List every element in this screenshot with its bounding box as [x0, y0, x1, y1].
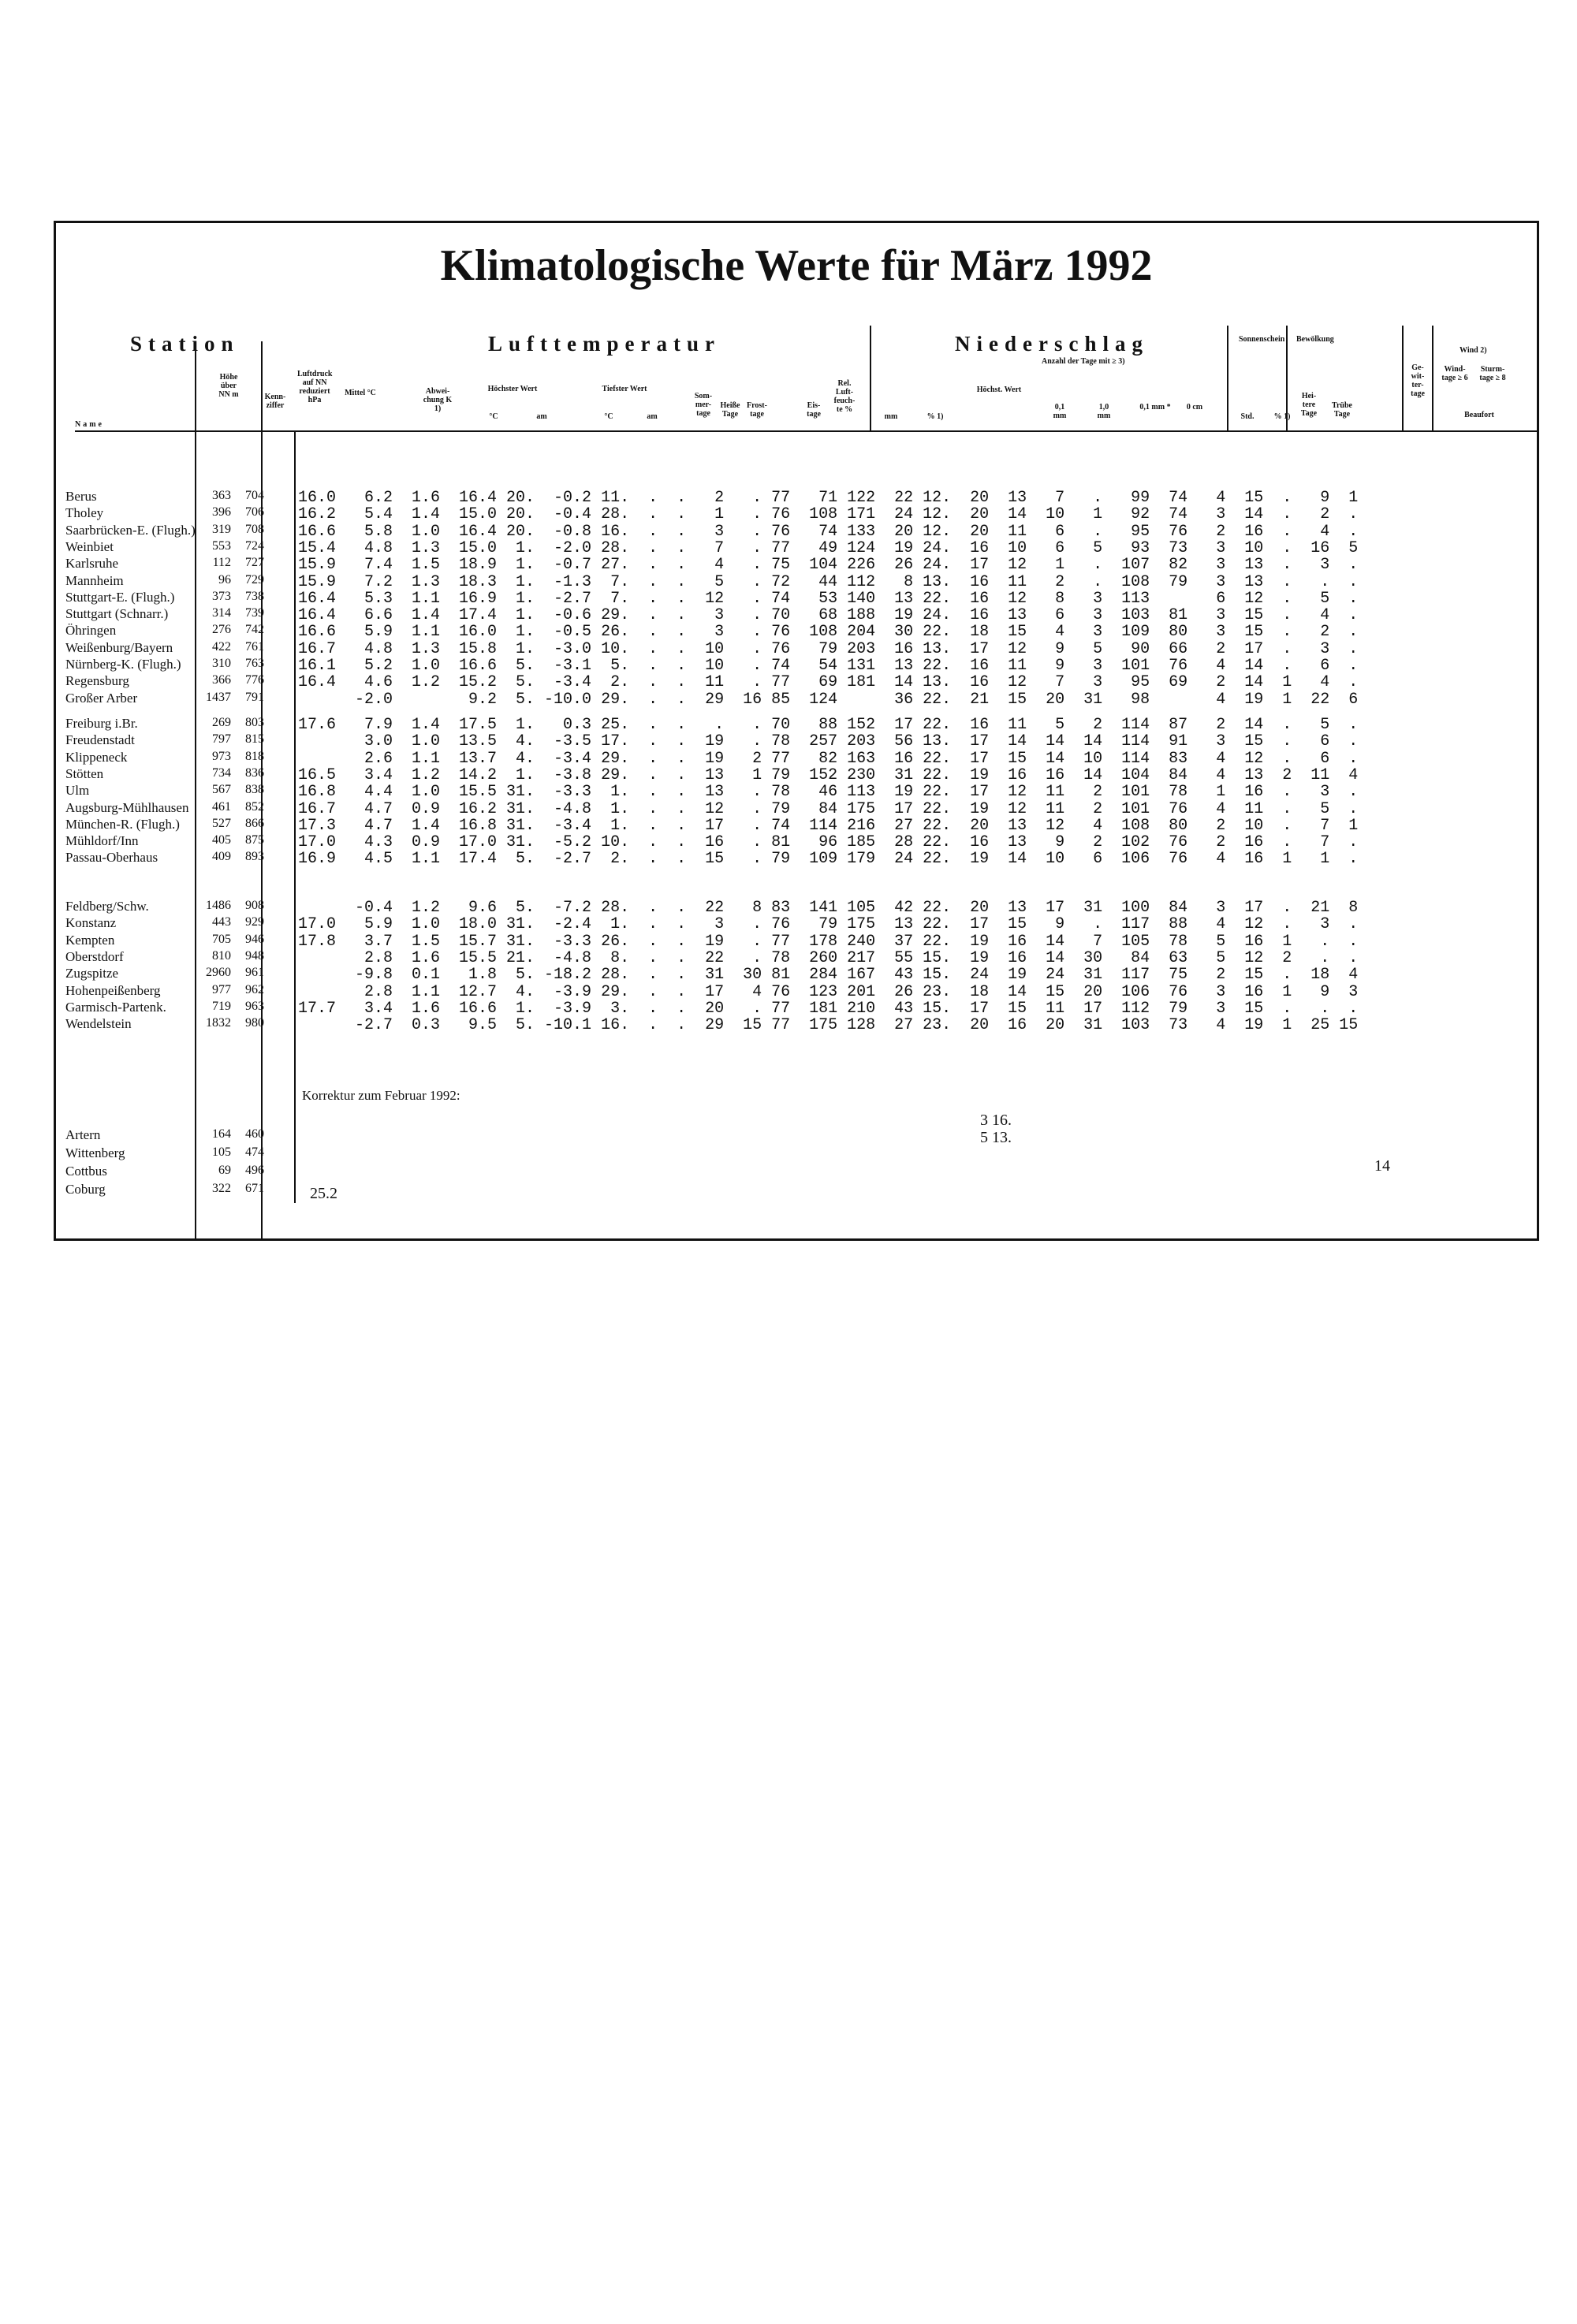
station-name: Augsburg-Mühlhausen — [65, 799, 189, 815]
station-name: Stötten — [65, 765, 104, 781]
page-title: Klimatologische Werte für März 1992 — [440, 241, 1153, 290]
station-kennziffer: 724 — [245, 538, 264, 553]
station-values: 16.7 4.8 1.3 15.8 1. -3.0 10. . . 10 . 76 79 203 16 13. 17 12 9 5 90 66 2 17 . 3 . — [298, 639, 1359, 658]
header-eistage: Eis-tage — [807, 401, 821, 419]
station-name: Ulm — [65, 783, 90, 799]
station-kennziffer: 852 — [245, 799, 264, 814]
station-hoehe: 1832 — [206, 1016, 231, 1030]
station-kennziffer: 908 — [245, 899, 264, 912]
station-hoehe: 310 — [212, 657, 231, 670]
header-schnee-0cm: 0 cm — [1186, 403, 1203, 412]
station-name: Konstanz — [65, 915, 117, 931]
header-hoechster-wert: Höchster Wert — [487, 385, 538, 393]
col-divider — [1227, 326, 1228, 430]
station-kennziffer: 948 — [245, 948, 264, 963]
station-kennziffer: 962 — [245, 982, 264, 996]
station-kennziffer: 836 — [245, 765, 264, 780]
header-station: Station — [130, 332, 240, 356]
header-sturmtage: Sturm-tage ≥ 8 — [1479, 365, 1506, 382]
header-wind: Wind 2) — [1460, 346, 1487, 355]
station-kennziffer: 742 — [245, 623, 264, 637]
station-values: 17.0 4.3 0.9 17.0 31. -5.2 10. . . 16 . 81 96 185 28 22. 16 13 9 2 102 76 2 16 . 7 . — [298, 833, 1359, 852]
station-kennziffer: 815 — [245, 732, 264, 747]
station-kennziffer: 980 — [245, 1016, 264, 1030]
header-beaufort: Beaufort — [1464, 411, 1494, 419]
station-hoehe: 96 — [218, 572, 231, 587]
header-niederschlag: Niederschlag — [955, 332, 1149, 356]
station-hoehe: 319 — [212, 522, 231, 536]
header-abweichung: Abwei-chung K 1) — [423, 387, 453, 413]
station-hoehe: 443 — [212, 915, 231, 929]
station-hoehe: 363 — [212, 489, 231, 502]
station-hoehe: 396 — [212, 505, 231, 520]
station-kennziffer: 946 — [245, 932, 264, 946]
korrektur-value: 14 — [1374, 1157, 1390, 1175]
header-p01: 0,1 mm — [1053, 403, 1067, 420]
station-hoehe: 69 — [218, 1164, 231, 1177]
header-std: Std. — [1240, 412, 1255, 421]
station-kennziffer: 929 — [245, 915, 264, 929]
station-name: Berus — [65, 489, 97, 504]
station-values: 16.1 5.2 1.0 16.6 5. -3.1 5. . . 10 . 74 54 131 13 22. 16 11 9 3 101 76 4 14 . 6 . — [298, 657, 1359, 675]
station-values: -2.0 9.2 5. -10.0 29. . . 29 16 85 124 36 22. 21 15 20 31 98 4 19 1 22 6 — [298, 690, 1359, 709]
station-values: 16.6 5.8 1.0 16.4 20. -0.8 16. . . 3 . 76 74 133 20 12. 20 11 6 . 95 76 2 16 . 4 . — [298, 522, 1359, 541]
station-hoehe: 422 — [212, 639, 231, 654]
station-values: 16.8 4.4 1.0 15.5 31. -3.3 1. . . 13 . 78 46 113 19 22. 17 12 11 2 101 78 1 16 . 3 . — [298, 783, 1359, 802]
station-kennziffer: 866 — [245, 816, 264, 830]
station-name: Oberstdorf — [65, 948, 124, 964]
station-values: 16.4 4.6 1.2 15.2 5. -3.4 2. . . 11 . 77 69 181 14 13. 16 12 7 3 95 69 2 14 1 4 . — [298, 673, 1359, 692]
station-hoehe: 409 — [212, 850, 231, 864]
station-hoehe: 734 — [212, 765, 231, 780]
header-kennziffer: Kenn-ziffer — [264, 393, 286, 410]
station-values: 2.8 1.1 12.7 4. -3.9 29. . . 17 4 76 123 201 26 23. 18 14 15 20 106 76 3 16 1 9 3 — [298, 982, 1359, 1001]
station-hoehe: 269 — [212, 716, 231, 729]
station-name: Hohenpeißenberg — [65, 982, 161, 998]
station-name: Passau-Oberhaus — [65, 850, 158, 866]
station-values: 17.7 3.4 1.6 16.6 1. -3.9 3. . . 20 . 77 181 210 43 15. 17 15 11 17 112 79 3 15 . . . — [298, 999, 1359, 1018]
station-name: Kempten — [65, 932, 115, 948]
station-name: Stuttgart (Schnarr.) — [65, 606, 169, 622]
header-tiefster-am: am — [647, 412, 658, 421]
station-values: -0.4 1.2 9.6 5. -7.2 28. . . 22 8 83 141 105 42 22. 20 13 17 31 100 84 3 17 . 21 8 — [298, 899, 1359, 917]
header-hoehe: Höhe über NN m — [218, 373, 239, 399]
station-hoehe: 276 — [212, 623, 231, 637]
station-name: Karlsruhe — [65, 556, 119, 572]
header-sommertage: Som-mer-tage — [694, 392, 713, 418]
header-p10: 1,0 mm — [1097, 403, 1111, 420]
station-kennziffer: 496 — [245, 1164, 264, 1177]
station-name: Zugspitze — [65, 966, 119, 981]
station-hoehe: 461 — [212, 799, 231, 814]
header-name: Name — [75, 420, 104, 429]
station-name: Tholey — [65, 505, 104, 521]
station-kennziffer: 460 — [245, 1127, 264, 1141]
station-kennziffer: 763 — [245, 657, 264, 670]
station-values: 16.9 4.5 1.1 17.4 5. -2.7 2. . . 15 . 79 109 179 24 22. 19 14 10 6 106 76 4 16 1 1 . — [298, 850, 1359, 869]
header-lufttemperatur: Lufttemperatur — [488, 332, 721, 356]
station-kennziffer: 776 — [245, 673, 264, 687]
station-values: -9.8 0.1 1.8 5. -18.2 28. . . 31 30 81 284 167 43 15. 24 19 24 31 117 75 2 15 . 18 4 — [298, 966, 1359, 985]
station-hoehe: 105 — [212, 1145, 231, 1159]
station-values: 17.6 7.9 1.4 17.5 1. 0.3 25. . . . . 70 88 152 17 22. 16 11 5 2 114 87 2 14 . 5 . — [298, 716, 1359, 734]
station-name: Garmisch-Partenk. — [65, 999, 166, 1015]
korrektur-label: Korrektur zum Februar 1992: — [302, 1088, 460, 1103]
station-hoehe: 1437 — [206, 690, 231, 704]
station-kennziffer: 791 — [245, 690, 264, 704]
station-kennziffer: 708 — [245, 522, 264, 536]
station-kennziffer: 803 — [245, 716, 264, 729]
station-values: 16.4 6.6 1.4 17.4 1. -0.6 29. . . 3 . 70 68 188 19 24. 16 13 6 3 103 81 3 15 . 4 . — [298, 606, 1359, 625]
station-kennziffer: 704 — [245, 489, 264, 502]
station-name: Mühldorf/Inn — [65, 833, 139, 849]
station-name: Coburg — [65, 1182, 106, 1197]
station-kennziffer: 818 — [245, 749, 264, 763]
station-hoehe: 527 — [212, 816, 231, 830]
station-name: Freudenstadt — [65, 732, 135, 748]
header-sonnenschein: Sonnenschein — [1239, 335, 1285, 344]
station-hoehe: 1486 — [206, 899, 231, 912]
station-name: Weißenburg/Bayern — [65, 639, 173, 655]
station-hoehe: 112 — [212, 556, 231, 570]
station-values: 16.5 3.4 1.2 14.2 1. -3.8 29. . . 13 1 79 152 230 31 22. 19 16 16 14 104 84 4 13 2 11 4 — [298, 765, 1359, 784]
station-values: 2.8 1.6 15.5 21. -4.8 8. . . 22 . 78 260 217 55 15. 19 16 14 30 84 63 5 12 2 . . — [298, 948, 1359, 967]
station-name: Saarbrücken-E. (Flugh.) — [65, 522, 196, 538]
station-hoehe: 322 — [212, 1182, 231, 1195]
header-rel-feuchte: Rel. Luft-feuch-te % — [833, 379, 856, 414]
header-truebe-tage: Trübe Tage — [1332, 401, 1352, 419]
header-hoechst-wert: Höchst. Wert — [976, 385, 1022, 394]
header-hoechster-am: am — [536, 412, 547, 421]
station-hoehe: 164 — [212, 1127, 231, 1141]
station-values: 17.3 4.7 1.4 16.8 31. -3.4 1. . . 17 . 74 114 216 27 22. 20 13 12 4 108 80 2 10 . 7 1 — [298, 816, 1359, 835]
station-kennziffer: 875 — [245, 833, 264, 847]
station-kennziffer: 671 — [245, 1182, 264, 1195]
header-frosttage: Frost-tage — [747, 401, 767, 419]
korrektur-value: 3 16. — [980, 1112, 1012, 1129]
station-hoehe: 977 — [212, 982, 231, 996]
station-kennziffer: 729 — [245, 572, 264, 587]
station-hoehe: 705 — [212, 932, 231, 946]
header-prozent: % 1) — [926, 412, 944, 421]
station-name: Weinbiet — [65, 538, 114, 554]
station-kennziffer: 739 — [245, 606, 264, 620]
station-hoehe: 366 — [212, 673, 231, 687]
header-hoechster-grad: °C — [489, 412, 498, 421]
header-sonne-prozent: % 1) — [1273, 412, 1291, 421]
station-values: 17.0 5.9 1.0 18.0 31. -2.4 1. . . 3 . 76 79 175 13 22. 17 15 9 . 117 88 4 12 . 3 . — [298, 915, 1359, 934]
header-anzahl-tage: Anzahl der Tage mit ≥ 3) — [1042, 357, 1125, 366]
header-tiefster-wert: Tiefster Wert — [602, 385, 647, 393]
station-name: Mannheim — [65, 572, 124, 588]
header-schnee-01: 0,1 mm * — [1139, 403, 1171, 412]
station-hoehe: 373 — [212, 589, 231, 603]
station-kennziffer: 893 — [245, 850, 264, 864]
header-windtage: Wind-tage ≥ 6 — [1441, 365, 1468, 382]
station-kennziffer: 474 — [245, 1145, 264, 1159]
station-name: Großer Arber — [65, 690, 138, 706]
station-hoehe: 2960 — [206, 966, 231, 980]
header-gewittertage: Ge-wit-ter-tage — [1411, 363, 1425, 398]
col-divider — [870, 326, 871, 430]
station-hoehe: 797 — [212, 732, 231, 747]
station-values: 16.7 4.7 0.9 16.2 31. -4.8 1. . . 12 . 79 84 175 17 22. 19 12 11 2 101 76 4 11 . 5 . — [298, 799, 1359, 818]
station-name: Freiburg i.Br. — [65, 716, 138, 731]
station-values: 15.9 7.4 1.5 18.9 1. -0.7 27. . . 4 . 75 104 226 26 24. 17 12 1 . 107 82 3 13 . 3 . — [298, 556, 1359, 575]
station-values: 16.6 5.9 1.1 16.0 1. -0.5 26. . . 3 . 76 108 204 30 22. 18 15 4 3 109 80 3 15 . 2 . — [298, 623, 1359, 642]
header-heitere-tage: Hei-tere Tage — [1300, 392, 1318, 418]
header-luftdruck: Luftdruck auf NN reduziert hPa — [297, 370, 333, 404]
station-hoehe: 719 — [212, 999, 231, 1013]
station-name: Wittenberg — [65, 1145, 125, 1160]
station-name: Feldberg/Schw. — [65, 899, 149, 914]
station-name: Regensburg — [65, 673, 129, 689]
station-name: München-R. (Flugh.) — [65, 816, 180, 832]
climate-table-frame — [54, 221, 1539, 1241]
station-hoehe: 405 — [212, 833, 231, 847]
header-mm: mm — [884, 412, 898, 421]
station-hoehe: 314 — [212, 606, 231, 620]
station-values: -2.7 0.3 9.5 5. -10.1 16. . . 29 15 77 175 128 27 23. 20 16 20 31 103 73 4 19 1 25 15 — [298, 1016, 1359, 1035]
station-name: Klippeneck — [65, 749, 128, 765]
station-kennziffer: 706 — [245, 505, 264, 520]
station-kennziffer: 961 — [245, 966, 264, 980]
header-bewoelkung: Bewölkung — [1296, 335, 1334, 344]
station-kennziffer: 727 — [245, 556, 264, 570]
station-name: Cottbus — [65, 1164, 107, 1179]
station-name: Öhringen — [65, 623, 117, 639]
station-values: 15.9 7.2 1.3 18.3 1. -1.3 7. . . 5 . 72 44 112 8 13. 16 11 2 . 108 79 3 13 . . . — [298, 572, 1359, 591]
station-hoehe: 553 — [212, 538, 231, 553]
station-values: 16.2 5.4 1.4 15.0 20. -0.4 28. . . 1 . 76 108 171 24 12. 20 14 10 1 92 74 3 14 . 2 . — [298, 505, 1359, 524]
station-values: 15.4 4.8 1.3 15.0 1. -2.0 28. . . 7 . 77 49 124 19 24. 16 10 6 5 93 73 3 10 . 16 5 — [298, 538, 1359, 557]
col-divider — [1402, 326, 1404, 430]
col-divider — [1432, 326, 1433, 430]
station-kennziffer: 761 — [245, 639, 264, 654]
station-name: Nürnberg-K. (Flugh.) — [65, 657, 181, 672]
station-values: 3.0 1.0 13.5 4. -3.5 17. . . 19 . 78 257 203 56 13. 17 14 14 14 114 91 3 15 . 6 . — [298, 732, 1359, 751]
station-name: Artern — [65, 1127, 101, 1142]
station-values: 16.4 5.3 1.1 16.9 1. -2.7 7. . . 12 . 74 53 140 13 22. 16 12 8 3 113 6 12 . 5 . — [298, 589, 1359, 608]
korrektur-value: 25.2 — [310, 1185, 337, 1202]
station-hoehe: 567 — [212, 783, 231, 797]
station-values: 17.8 3.7 1.5 15.7 31. -3.3 26. . . 19 . 77 178 240 37 22. 19 16 14 7 105 78 5 16 1 . . — [298, 932, 1359, 951]
station-hoehe: 973 — [212, 749, 231, 763]
header-mittel: Mittel °C — [345, 389, 376, 397]
header-heisse-tage: Heiße Tage — [720, 401, 740, 419]
station-values: 2.6 1.1 13.7 4. -3.4 29. . . 19 2 77 82 163 16 22. 17 15 14 10 114 83 4 12 . 6 . — [298, 749, 1359, 768]
station-name: Wendelstein — [65, 1016, 132, 1032]
station-kennziffer: 838 — [245, 783, 264, 797]
station-kennziffer: 738 — [245, 589, 264, 603]
korrektur-value: 5 13. — [980, 1129, 1012, 1146]
station-kennziffer: 963 — [245, 999, 264, 1013]
station-values: 16.0 6.2 1.6 16.4 20. -0.2 11. . . 2 . 77 71 122 22 12. 20 13 7 . 99 74 4 15 . 9 1 — [298, 489, 1359, 507]
station-column-rule — [294, 430, 296, 1203]
header-tiefster-grad: °C — [604, 412, 613, 421]
station-name: Stuttgart-E. (Flugh.) — [65, 589, 175, 605]
station-hoehe: 810 — [212, 948, 231, 963]
